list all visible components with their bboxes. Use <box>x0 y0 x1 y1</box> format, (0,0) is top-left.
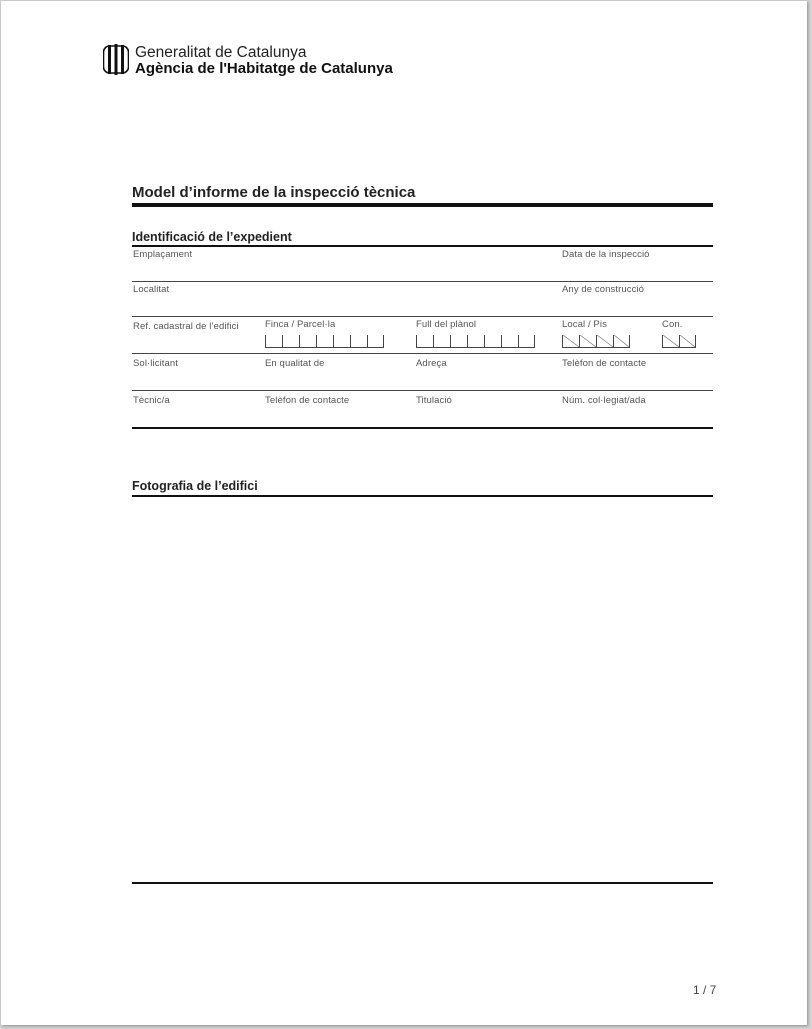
building-photo-area[interactable] <box>132 497 713 882</box>
document-page <box>1 1 807 1025</box>
title-rule <box>132 203 713 207</box>
char-box[interactable] <box>467 335 484 348</box>
label-adreca: Adreça <box>416 358 447 369</box>
row-divider <box>132 390 713 391</box>
char-box[interactable] <box>562 335 579 348</box>
finca-parcella-boxes[interactable] <box>265 335 384 348</box>
label-en-qualitat-de: En qualitat de <box>265 358 325 369</box>
label-con: Con. <box>662 319 683 330</box>
char-box[interactable] <box>579 335 596 348</box>
char-box[interactable] <box>518 335 535 348</box>
char-box[interactable] <box>367 335 384 348</box>
char-box[interactable] <box>316 335 333 348</box>
label-telefon-contacte-solicitant: Telèfon de contacte <box>562 358 647 369</box>
char-box[interactable] <box>433 335 450 348</box>
section-heading-identification: Identificació de l’expedient <box>132 230 292 244</box>
catalan-stripes-emblem-icon <box>103 44 129 75</box>
label-full-planol: Full del plànol <box>416 319 477 330</box>
char-box[interactable] <box>596 335 613 348</box>
con-boxes[interactable] <box>662 335 696 348</box>
char-box[interactable] <box>484 335 501 348</box>
label-any-construccio: Any de construcció <box>562 284 645 295</box>
label-local-pis: Local / Pis <box>562 319 607 330</box>
char-box[interactable] <box>613 335 630 348</box>
label-data-inspeccio: Data de la inspecció <box>562 249 650 260</box>
char-box[interactable] <box>282 335 299 348</box>
char-box[interactable] <box>450 335 467 348</box>
org-name-agencia: Agència de l'Habitatge de Catalunya <box>135 60 393 77</box>
label-ref-cadastral: Ref. cadastral de l’edifici <box>133 321 239 332</box>
label-finca-parcella: Finca / Parcel·la <box>265 319 336 330</box>
full-planol-boxes[interactable] <box>416 335 535 348</box>
char-box[interactable] <box>501 335 518 348</box>
char-box[interactable] <box>350 335 367 348</box>
identification-top-rule <box>132 245 713 247</box>
label-solicitant: Sol·licitant <box>133 358 179 369</box>
section-heading-photo: Fotografia de l’edifici <box>132 479 258 493</box>
local-pis-boxes[interactable] <box>562 335 630 348</box>
org-name-generalitat: Generalitat de Catalunya <box>135 44 307 61</box>
label-emplacament: Emplaçament <box>133 249 193 260</box>
label-tecnic: Tècnic/a <box>133 395 170 406</box>
label-telefon-contacte-tecnic: Telèfon de contacte <box>265 395 350 406</box>
label-localitat: Localitat <box>133 284 170 295</box>
page-number: 1 / 7 <box>693 983 717 997</box>
row-divider <box>132 281 713 282</box>
char-box[interactable] <box>299 335 316 348</box>
identification-bottom-rule <box>132 427 713 429</box>
char-box[interactable] <box>416 335 433 348</box>
char-box[interactable] <box>265 335 282 348</box>
photo-bottom-rule <box>132 882 713 884</box>
label-num-collegiat: Núm. col·legiat/ada <box>562 395 646 406</box>
char-box[interactable] <box>679 335 696 348</box>
row-divider <box>132 316 713 317</box>
label-titulacio: Titulació <box>416 395 452 406</box>
document-title: Model d’informe de la inspecció tècnica <box>132 184 416 201</box>
row-divider <box>132 353 713 354</box>
char-box[interactable] <box>662 335 679 348</box>
char-box[interactable] <box>333 335 350 348</box>
